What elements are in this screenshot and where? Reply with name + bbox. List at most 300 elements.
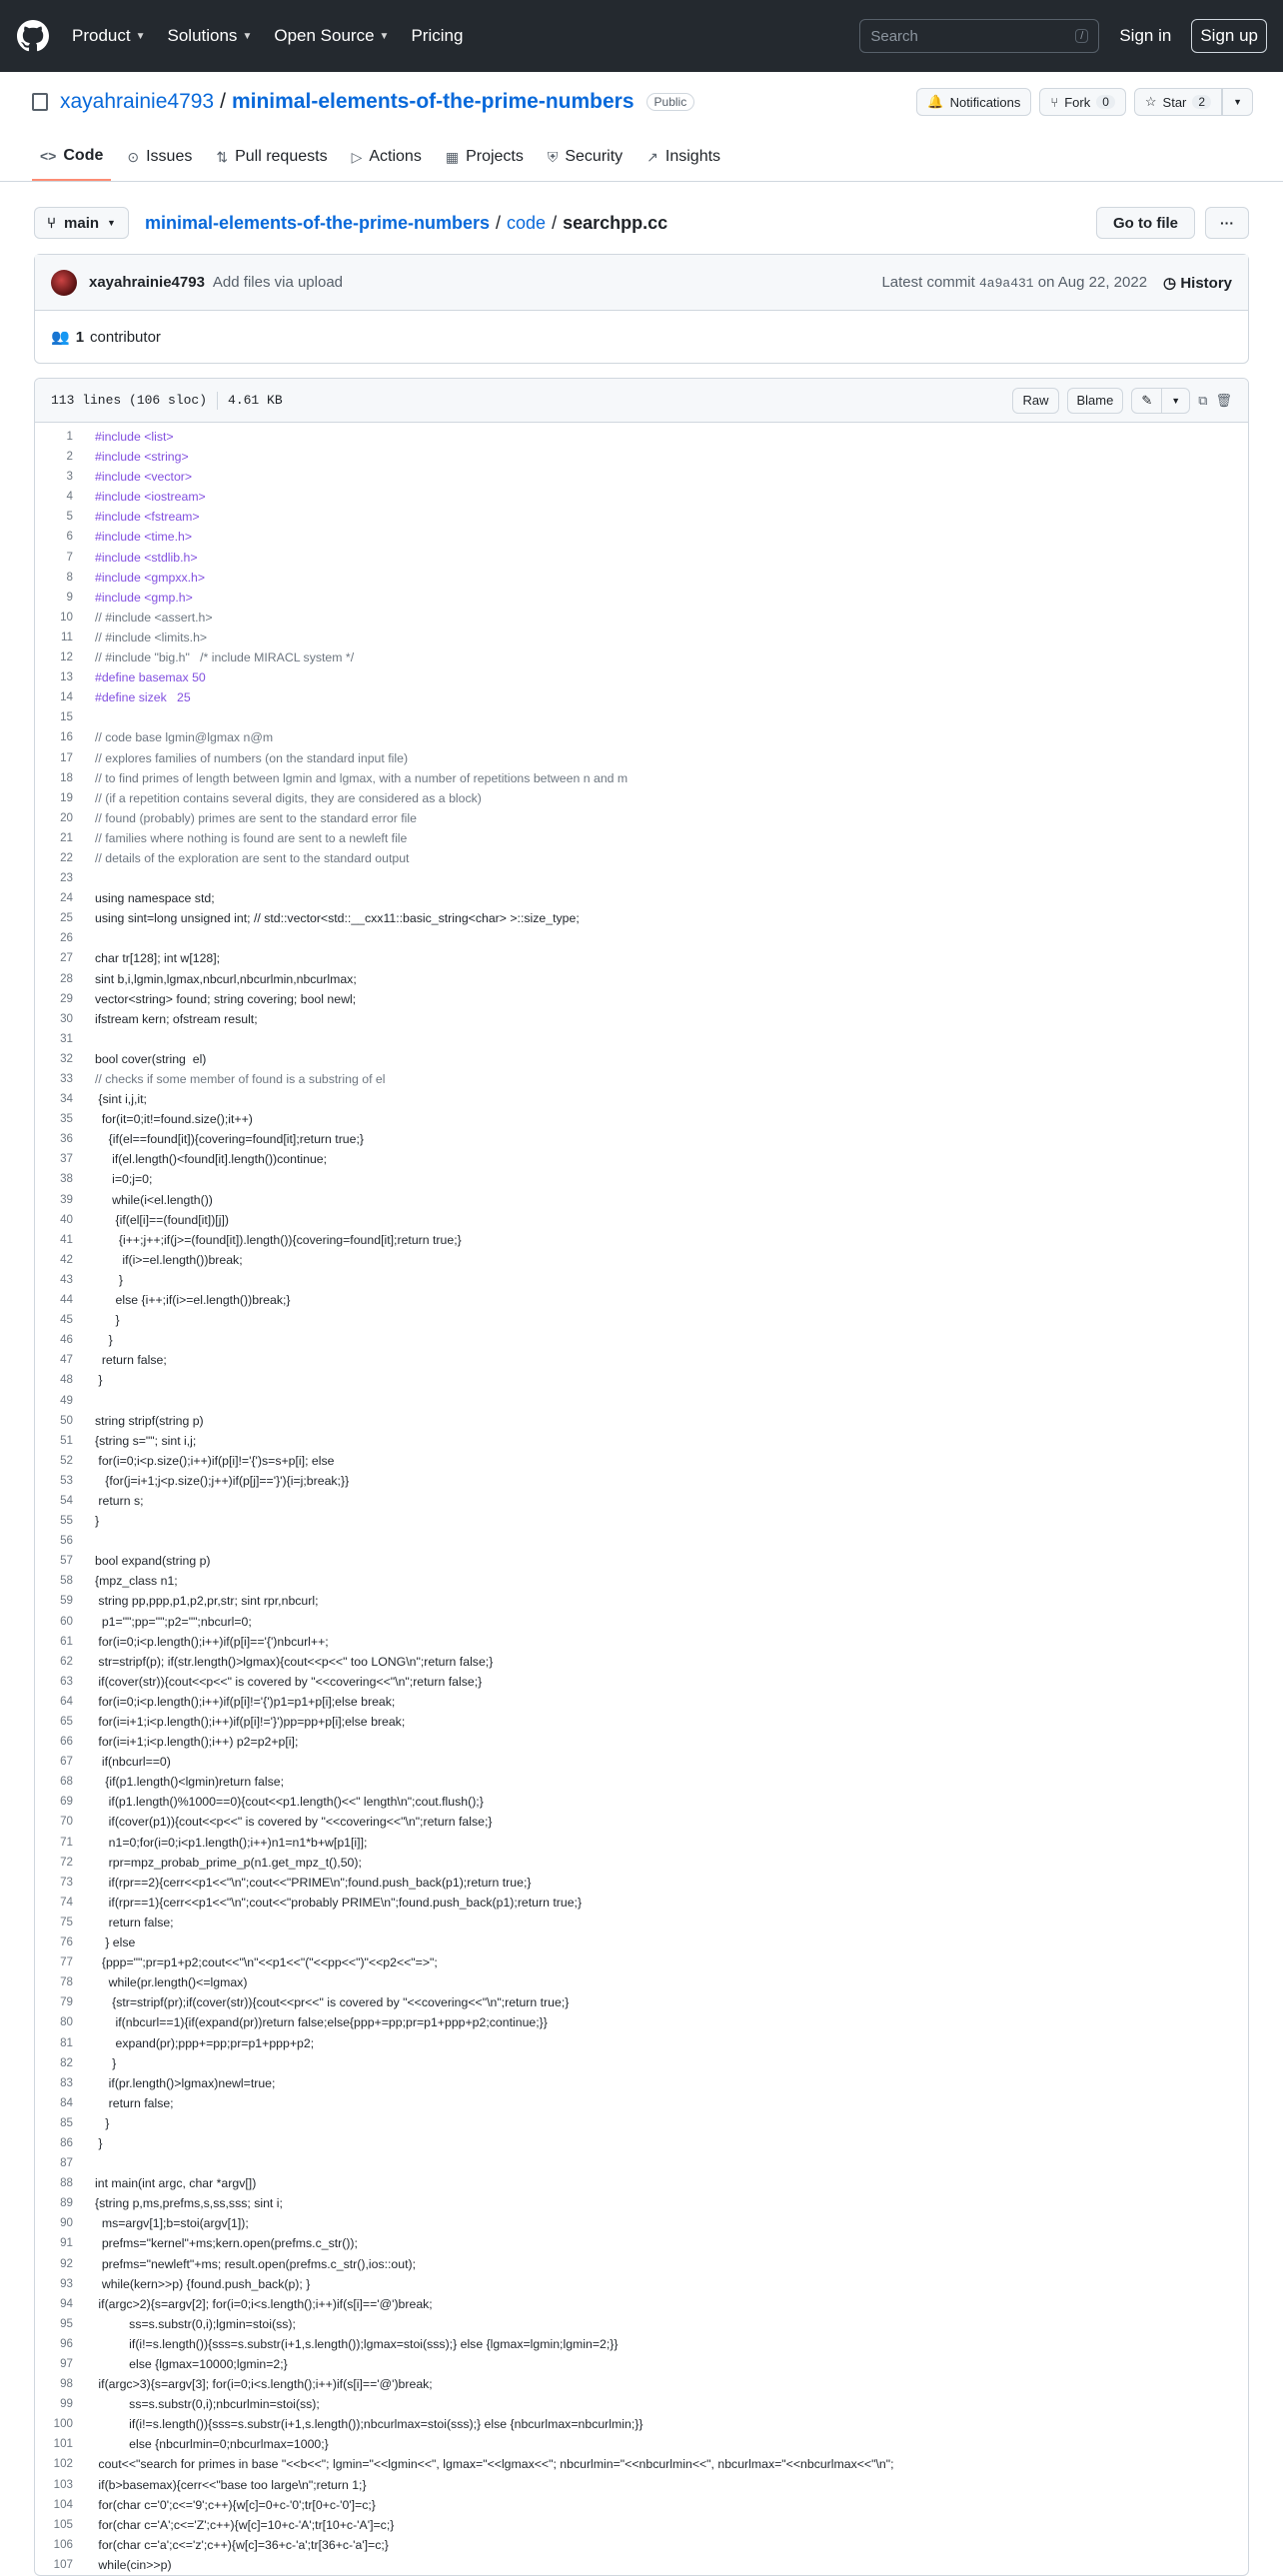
- line-content: #include <gmp.h>: [95, 590, 193, 605]
- line-content: // to find primes of length between lgmin and lgmax, with a number of repetitions between n and m: [95, 770, 629, 785]
- code-line: [35, 1451, 1248, 1471]
- line-content: ss=s.substr(0,i);lgmin=stoi(ss);: [95, 2316, 296, 2331]
- branch-icon: ⑂: [47, 214, 57, 232]
- line-number[interactable]: 22: [60, 850, 73, 864]
- code-line: [35, 427, 1248, 447]
- code-line: [35, 908, 1248, 928]
- line-number[interactable]: 9: [66, 590, 73, 604]
- line-number[interactable]: 98: [60, 2377, 73, 2391]
- code-line: [35, 1511, 1248, 1531]
- line-number[interactable]: 92: [60, 2256, 73, 2270]
- code-line: [35, 1210, 1248, 1230]
- bell-icon: 🔔: [927, 94, 944, 109]
- code-line: [35, 1893, 1248, 1913]
- code-line: [35, 1792, 1248, 1812]
- line-number[interactable]: 13: [60, 670, 73, 684]
- line-number[interactable]: 70: [60, 1815, 73, 1829]
- line-content: [75, 1391, 95, 1411]
- line-number[interactable]: 48: [60, 1373, 73, 1387]
- line-number[interactable]: 80: [60, 2015, 73, 2029]
- code-line: [35, 2254, 1248, 2274]
- line-number[interactable]: 75: [60, 1915, 73, 1929]
- line-number[interactable]: 31: [60, 1031, 73, 1045]
- line-number[interactable]: 68: [60, 1775, 73, 1789]
- code-line: [35, 2314, 1248, 2334]
- line-number[interactable]: 23: [60, 871, 73, 885]
- line-number[interactable]: 86: [60, 2135, 73, 2149]
- path-separator: /: [496, 212, 502, 233]
- line-number[interactable]: 54: [60, 1493, 73, 1507]
- tab-insights[interactable]: [639, 147, 728, 181]
- code-line: [35, 1932, 1248, 1952]
- tab-actions[interactable]: [344, 147, 430, 181]
- code-line: [35, 2515, 1248, 2535]
- code-line: [35, 2354, 1248, 2374]
- line-number[interactable]: 69: [60, 1795, 73, 1809]
- line-number[interactable]: 74: [60, 1895, 73, 1909]
- line-number[interactable]: 14: [60, 690, 73, 704]
- line-content: {if(el[i]==(found[it])[j]): [95, 1212, 229, 1227]
- code-line: [35, 2394, 1248, 2414]
- line-content: [75, 868, 95, 888]
- code-line: [35, 447, 1248, 467]
- line-number[interactable]: 63: [60, 1674, 73, 1688]
- line-number[interactable]: 15: [60, 710, 73, 724]
- github-logo-icon[interactable]: [16, 19, 50, 53]
- code-line: [35, 1632, 1248, 1652]
- line-number[interactable]: 79: [60, 1995, 73, 2009]
- line-content: }: [95, 1333, 113, 1348]
- line-content: [75, 2153, 95, 2173]
- code-line: [35, 1972, 1248, 1992]
- line-number[interactable]: 94: [60, 2296, 73, 2310]
- branch-name: main: [64, 214, 100, 232]
- line-content: {str=stripf(pr);if(cover(str)){cout<<pr<<" is covered by "<<covering<<"\n";return true;}: [95, 1995, 570, 2010]
- visibility-badge: Public: [646, 93, 695, 111]
- line-content: return false;: [95, 1915, 174, 1930]
- chevron-down-icon: ▼: [135, 30, 146, 42]
- line-content: }: [95, 2135, 103, 2150]
- commit-sha[interactable]: 4a9a431: [978, 276, 1034, 291]
- line-number[interactable]: 5: [66, 510, 73, 524]
- code-line: [35, 727, 1248, 747]
- avatar[interactable]: [51, 270, 77, 296]
- line-content: for(i=0;i<p.size();i++)if(p[i]!='{')s=s+p[i]; else: [95, 1453, 335, 1468]
- main-nav: [72, 26, 463, 46]
- line-content: string pp,ppp,p1,p2,pr,str; sint rpr,nbcurl;: [95, 1594, 319, 1609]
- line-number[interactable]: 57: [60, 1554, 73, 1568]
- line-content: }: [95, 1373, 103, 1388]
- line-content: for(char c='0';c<='9';c++){w[c]=0+c-'0';tr[0+c-'0']=c;}: [95, 2497, 376, 2512]
- line-number[interactable]: 39: [60, 1192, 73, 1206]
- line-content: } else: [95, 1935, 136, 1950]
- path-dir-link[interactable]: code: [507, 212, 547, 233]
- line-content: {sint i,j,it;: [95, 1092, 147, 1107]
- code-line: [35, 2033, 1248, 2053]
- line-content: // #include <assert.h>: [95, 610, 213, 625]
- notifications-label: Notifications: [949, 94, 1021, 110]
- line-number[interactable]: 84: [60, 2095, 73, 2109]
- code-line: [35, 1712, 1248, 1732]
- line-number[interactable]: 21: [60, 830, 73, 844]
- line-number[interactable]: 87: [60, 2156, 73, 2170]
- code-line: [35, 788, 1248, 808]
- line-number[interactable]: 19: [60, 790, 73, 804]
- code-line: [35, 1812, 1248, 1832]
- line-number[interactable]: 106: [53, 2537, 73, 2551]
- code-line: [35, 588, 1248, 608]
- code-line: [35, 989, 1248, 1009]
- code-line: [35, 1672, 1248, 1692]
- line-number[interactable]: 43: [60, 1272, 73, 1286]
- tab-security[interactable]: [540, 147, 631, 181]
- line-content: expand(pr);ppp+=pp;pr=p1+ppp+p2;: [95, 2035, 315, 2050]
- repo-tabs: [32, 147, 728, 181]
- play-icon: ▷: [351, 148, 363, 165]
- line-number[interactable]: 59: [60, 1594, 73, 1608]
- code-line: [35, 1571, 1248, 1591]
- code-line: [35, 2555, 1248, 2575]
- line-number[interactable]: 33: [60, 1072, 73, 1085]
- contributors[interactable]: [35, 311, 1248, 363]
- line-number[interactable]: 96: [60, 2336, 73, 2350]
- line-content: }: [95, 2115, 110, 2130]
- line-number[interactable]: 24: [60, 891, 73, 905]
- line-number[interactable]: 35: [60, 1112, 73, 1126]
- line-number[interactable]: 26: [60, 931, 73, 945]
- code-line: [35, 1752, 1248, 1772]
- line-number[interactable]: 99: [60, 2397, 73, 2411]
- line-number[interactable]: 37: [60, 1152, 73, 1166]
- code-line: [35, 1491, 1248, 1511]
- line-content: // found (probably) primes are sent to the standard error file: [95, 810, 417, 825]
- code-line: [35, 1029, 1248, 1049]
- sign-in-link[interactable]: Sign in: [1119, 26, 1172, 45]
- line-content: for(char c='A';c<='Z';c++){w[c]=10+c-'A';tr[10+c-'A']=c;}: [95, 2517, 395, 2532]
- code-line: [35, 487, 1248, 507]
- line-number[interactable]: 101: [53, 2437, 73, 2451]
- line-number[interactable]: 100: [53, 2417, 73, 2431]
- line-number[interactable]: 28: [60, 971, 73, 985]
- line-content: if(i!=s.length()){sss=s.substr(i+1,s.length());lgmax=stoi(sss);} else {lgmax=lgmin;lgmin=2;}}: [95, 2336, 619, 2351]
- latest-commit-info: [881, 274, 1147, 291]
- line-number[interactable]: 91: [60, 2236, 73, 2250]
- line-content: if(rpr==2){cerr<<p1<<"\n";cout<<"PRIME\n";found.push_back(p1);return true;}: [95, 1875, 532, 1890]
- commit-box: [34, 254, 1249, 364]
- people-icon: 👥: [51, 329, 70, 346]
- line-number[interactable]: 78: [60, 1975, 73, 1989]
- line-number[interactable]: 29: [60, 991, 73, 1005]
- line-number[interactable]: 50: [60, 1413, 73, 1427]
- repo-owner-link[interactable]: xayahrainie4793: [60, 90, 215, 113]
- line-content: if(nbcurl==0): [95, 1755, 171, 1770]
- line-number[interactable]: 38: [60, 1172, 73, 1186]
- fork-button[interactable]: [1039, 88, 1126, 116]
- tab-issues[interactable]: [119, 147, 200, 181]
- line-content: string stripf(string p): [95, 1413, 204, 1428]
- line-content: n1=0;for(i=0;i<p1.length();i++)n1=n1*b+w[p1[i]];: [95, 1835, 368, 1850]
- line-number[interactable]: 30: [60, 1011, 73, 1025]
- line-content: {for(j=i+1;j<p.size();j++)if(p[j]=='}'){i=j;break;}}: [95, 1473, 350, 1488]
- line-number[interactable]: 8: [66, 570, 73, 584]
- line-number[interactable]: 17: [60, 750, 73, 764]
- code-line: [35, 1873, 1248, 1893]
- commit-author[interactable]: xayahrainie4793: [89, 274, 205, 291]
- pencil-icon[interactable]: ✎: [1131, 388, 1162, 414]
- raw-button[interactable]: Raw: [1012, 388, 1058, 414]
- star-label: Star: [1162, 94, 1187, 110]
- history-label: History: [1180, 274, 1232, 292]
- line-content: if(b>basemax){cerr<<"base too large\n";return 1;}: [95, 2477, 367, 2492]
- line-content: while(i<el.length()): [95, 1192, 213, 1207]
- trash-icon[interactable]: 🗑: [1215, 392, 1232, 408]
- tab-projects[interactable]: [438, 147, 532, 181]
- line-number[interactable]: 16: [60, 730, 73, 744]
- nav-solutions[interactable]: Solutions ▼: [167, 26, 253, 45]
- line-number[interactable]: 105: [53, 2517, 73, 2531]
- code-line: [35, 2093, 1248, 2113]
- line-number[interactable]: 62: [60, 1654, 73, 1668]
- commit-message[interactable]: Add files via upload: [212, 274, 344, 291]
- line-number[interactable]: 3: [66, 470, 73, 484]
- line-content: [75, 707, 95, 727]
- line-content: return s;: [95, 1493, 144, 1508]
- line-number[interactable]: 65: [60, 1715, 73, 1728]
- line-number[interactable]: 95: [60, 2316, 73, 2330]
- line-content: }: [95, 1272, 124, 1287]
- line-number[interactable]: 102: [53, 2457, 73, 2471]
- code-line: [35, 1330, 1248, 1350]
- code-line: [35, 1913, 1248, 1932]
- code-line: [35, 848, 1248, 868]
- more-options-button[interactable]: ···: [1205, 207, 1249, 239]
- line-number[interactable]: 18: [60, 770, 73, 784]
- notifications-button[interactable]: [916, 88, 1031, 116]
- tab-pull-requests[interactable]: [208, 147, 335, 181]
- code-line: [35, 1129, 1248, 1149]
- line-content: #include <string>: [95, 450, 189, 465]
- line-number[interactable]: 85: [60, 2115, 73, 2129]
- line-content: // #include "big.h" /* include MIRACL system */: [95, 650, 355, 665]
- line-number[interactable]: 10: [60, 610, 73, 624]
- line-content: else {nbcurlmin=0;nbcurlmax=1000;}: [95, 2437, 329, 2452]
- line-number[interactable]: 81: [60, 2035, 73, 2049]
- line-content: [75, 1029, 95, 1049]
- line-content: #include <vector>: [95, 470, 193, 485]
- line-content: int main(int argc, char *argv[]): [95, 2176, 257, 2191]
- line-number[interactable]: 82: [60, 2055, 73, 2069]
- line-content: #define basemax 50: [95, 670, 206, 685]
- line-number[interactable]: 71: [60, 1835, 73, 1849]
- path-repo-link[interactable]: minimal-elements-of-the-prime-numbers: [144, 212, 491, 233]
- code-line: [35, 1270, 1248, 1290]
- copy-icon[interactable]: ⧉: [1198, 392, 1208, 408]
- line-number[interactable]: 41: [60, 1232, 73, 1246]
- line-number[interactable]: 11: [60, 630, 73, 644]
- line-content: for(i=0;i<p.length();i++)if(p[i]!='{')p1=p1+p[i];else break;: [95, 1694, 396, 1709]
- line-number[interactable]: 83: [60, 2075, 73, 2089]
- code-line: [35, 1310, 1248, 1330]
- line-content: // checks if some member of found is a substring of el: [95, 1072, 386, 1086]
- code-line: [35, 1250, 1248, 1270]
- line-number[interactable]: 90: [60, 2216, 73, 2230]
- code-line: [35, 768, 1248, 788]
- line-content: if(p1.length()%1000==0){cout<<p1.length()<<" length\n";cout.flush();}: [95, 1795, 484, 1810]
- line-number[interactable]: 34: [60, 1092, 73, 1106]
- line-number[interactable]: 12: [60, 650, 73, 664]
- line-number[interactable]: 77: [60, 1955, 73, 1969]
- code-line: [35, 1350, 1248, 1370]
- sign-up-button[interactable]: Sign up: [1191, 19, 1267, 53]
- line-content: while(cin>>p): [95, 2557, 172, 2572]
- line-number[interactable]: 2: [66, 450, 73, 464]
- line-content: for(i=i+1;i<p.length();i++)if(p[i]!='}')pp=pp+p[i];else break;: [95, 1715, 406, 1729]
- line-number[interactable]: 61: [60, 1634, 73, 1648]
- line-content: #include <gmpxx.h>: [95, 570, 206, 585]
- line-number[interactable]: 89: [60, 2196, 73, 2210]
- search-input[interactable]: [859, 19, 1099, 53]
- line-number[interactable]: 58: [60, 1574, 73, 1588]
- code-line: [35, 2294, 1248, 2314]
- line-number[interactable]: 27: [60, 951, 73, 965]
- line-content: else {lgmax=10000;lgmin=2;}: [95, 2357, 288, 2371]
- star-dropdown-icon[interactable]: ▼: [1222, 88, 1253, 116]
- line-number[interactable]: 46: [60, 1333, 73, 1347]
- line-content: if(cover(p1)){cout<<p<<" is covered by "<<covering<<"\n";return false;}: [95, 1815, 493, 1830]
- line-number[interactable]: 53: [60, 1473, 73, 1487]
- line-content: #include <time.h>: [95, 530, 193, 545]
- tab-label: Issues: [146, 148, 193, 165]
- go-to-file-button[interactable]: Go to file: [1096, 207, 1195, 239]
- code-line: [35, 467, 1248, 487]
- history-link[interactable]: [1163, 274, 1232, 292]
- fork-label: Fork: [1064, 94, 1091, 110]
- line-content: {if(el==found[it]){covering=found[it];return true;}: [95, 1132, 364, 1147]
- line-content: using namespace std;: [95, 891, 215, 906]
- line-number[interactable]: 49: [60, 1393, 73, 1407]
- line-content: if(i!=s.length()){sss=s.substr(i+1,s.length());nbcurlmax=stoi(sss);} else {nbcurlmax=nbcurlmin;}}: [95, 2417, 643, 2432]
- line-number[interactable]: 7: [66, 550, 73, 564]
- code-icon: <>: [40, 148, 57, 164]
- code-line: [35, 2053, 1248, 2073]
- code-line: [35, 1411, 1248, 1431]
- contributor-label: contributor: [90, 328, 161, 346]
- line-content: #include <fstream>: [95, 510, 200, 525]
- code-line: [35, 1391, 1248, 1411]
- line-count: 113 lines (106 sloc): [51, 393, 208, 408]
- line-content: // families where nothing is found are sent to a newleft file: [95, 830, 408, 845]
- line-number[interactable]: 36: [60, 1132, 73, 1146]
- line-number[interactable]: 6: [66, 530, 73, 544]
- code-listing: [35, 423, 1248, 2575]
- line-number[interactable]: 64: [60, 1694, 73, 1708]
- file-viewer: [34, 378, 1249, 2576]
- line-content: prefms="newleft"+ms; result.open(prefms.c_str(),ios::out);: [95, 2256, 417, 2271]
- line-number[interactable]: 1: [66, 430, 73, 443]
- path-separator: /: [220, 90, 226, 113]
- top-header: [0, 0, 1283, 72]
- line-number[interactable]: 60: [60, 1614, 73, 1628]
- line-number[interactable]: 51: [60, 1433, 73, 1447]
- line-number[interactable]: 103: [53, 2477, 73, 2491]
- code-line: [35, 1853, 1248, 1873]
- line-number[interactable]: 76: [60, 1935, 73, 1949]
- line-content: while(kern>>p) {found.push_back(p); }: [95, 2276, 311, 2291]
- tab-label: Code: [63, 147, 104, 164]
- line-number[interactable]: 66: [60, 1735, 73, 1749]
- line-number[interactable]: 44: [60, 1293, 73, 1307]
- blame-button[interactable]: Blame: [1067, 388, 1124, 414]
- chevron-down-icon: ▼: [107, 218, 116, 228]
- line-content: #include <list>: [95, 430, 174, 444]
- code-line: [35, 2414, 1248, 2434]
- code-line: [35, 2535, 1248, 2555]
- line-number[interactable]: 20: [60, 810, 73, 824]
- star-icon: ☆: [1144, 94, 1157, 109]
- line-number[interactable]: 4: [66, 490, 73, 504]
- tab-code[interactable]: [32, 147, 111, 181]
- line-number[interactable]: 42: [60, 1252, 73, 1266]
- code-line: [35, 1009, 1248, 1029]
- line-content: vector<string> found; string covering; bool newl;: [95, 991, 357, 1006]
- code-line: [35, 868, 1248, 888]
- line-number[interactable]: 88: [60, 2176, 73, 2190]
- line-number[interactable]: 73: [60, 1875, 73, 1889]
- line-number[interactable]: 52: [60, 1453, 73, 1467]
- line-number[interactable]: 93: [60, 2276, 73, 2290]
- line-number[interactable]: 56: [60, 1534, 73, 1548]
- nav-product[interactable]: Product ▼: [72, 26, 146, 45]
- line-content: if(pr.length()>lgmax)newl=true;: [95, 2075, 276, 2090]
- line-number[interactable]: 97: [60, 2357, 73, 2370]
- line-number[interactable]: 104: [53, 2497, 73, 2511]
- line-number[interactable]: 67: [60, 1755, 73, 1769]
- line-content: if(rpr==1){cerr<<p1<<"\n";cout<<"probably PRIME\n";found.push_back(p1);return true;}: [95, 1895, 583, 1910]
- code-line: [35, 2113, 1248, 2133]
- line-number[interactable]: 55: [60, 1514, 73, 1528]
- line-content: bool cover(string el): [95, 1051, 207, 1066]
- code-line: [35, 548, 1248, 568]
- line-number[interactable]: 45: [60, 1313, 73, 1327]
- tab-label: Insights: [664, 148, 721, 165]
- edit-dropdown-icon[interactable]: ▼: [1161, 388, 1190, 414]
- nav-open-source[interactable]: Open Source ▼: [274, 26, 390, 45]
- commit-date: on Aug 22, 2022: [1037, 274, 1148, 291]
- line-number[interactable]: 47: [60, 1353, 73, 1367]
- file-path: [145, 213, 667, 234]
- line-number[interactable]: 25: [60, 911, 73, 925]
- tab-label: Pull requests: [235, 148, 328, 165]
- line-content: else {i++;if(i>=el.length())break;}: [95, 1293, 291, 1308]
- line-content: {mpz_class n1;: [95, 1574, 178, 1589]
- branch-select[interactable]: [34, 207, 129, 239]
- code-line: [35, 628, 1248, 647]
- nav-pricing[interactable]: Pricing: [411, 26, 464, 45]
- line-number[interactable]: 107: [53, 2557, 73, 2571]
- line-content: if(argc>3){s=argv[3]; for(i=0;i<s.length();i++)if(s[i]=='@')break;: [95, 2377, 433, 2392]
- star-button[interactable]: [1134, 88, 1222, 116]
- line-content: cout<<"search for primes in base "<<b<<"; lgmin="<<lgmin<<", lgmax="<<lgmax<<"; nbcurlmin="<<nbcurlmin<<", nbcurlmax="<<nbcurlmax<<"\n";: [95, 2457, 894, 2472]
- line-number[interactable]: 32: [60, 1051, 73, 1065]
- code-line: [35, 948, 1248, 968]
- line-number[interactable]: 40: [60, 1212, 73, 1226]
- line-content: if(cover(str)){cout<<p<<" is covered by "<<covering<<"\n";return false;}: [95, 1674, 483, 1689]
- breadcrumb: [34, 206, 1249, 240]
- line-number[interactable]: 72: [60, 1855, 73, 1869]
- repo-action-buttons: [916, 88, 1253, 116]
- line-content: // (if a repetition contains several digits, they are considered as a block): [95, 790, 482, 805]
- repo-name-link[interactable]: minimal-elements-of-the-prime-numbers: [231, 90, 635, 113]
